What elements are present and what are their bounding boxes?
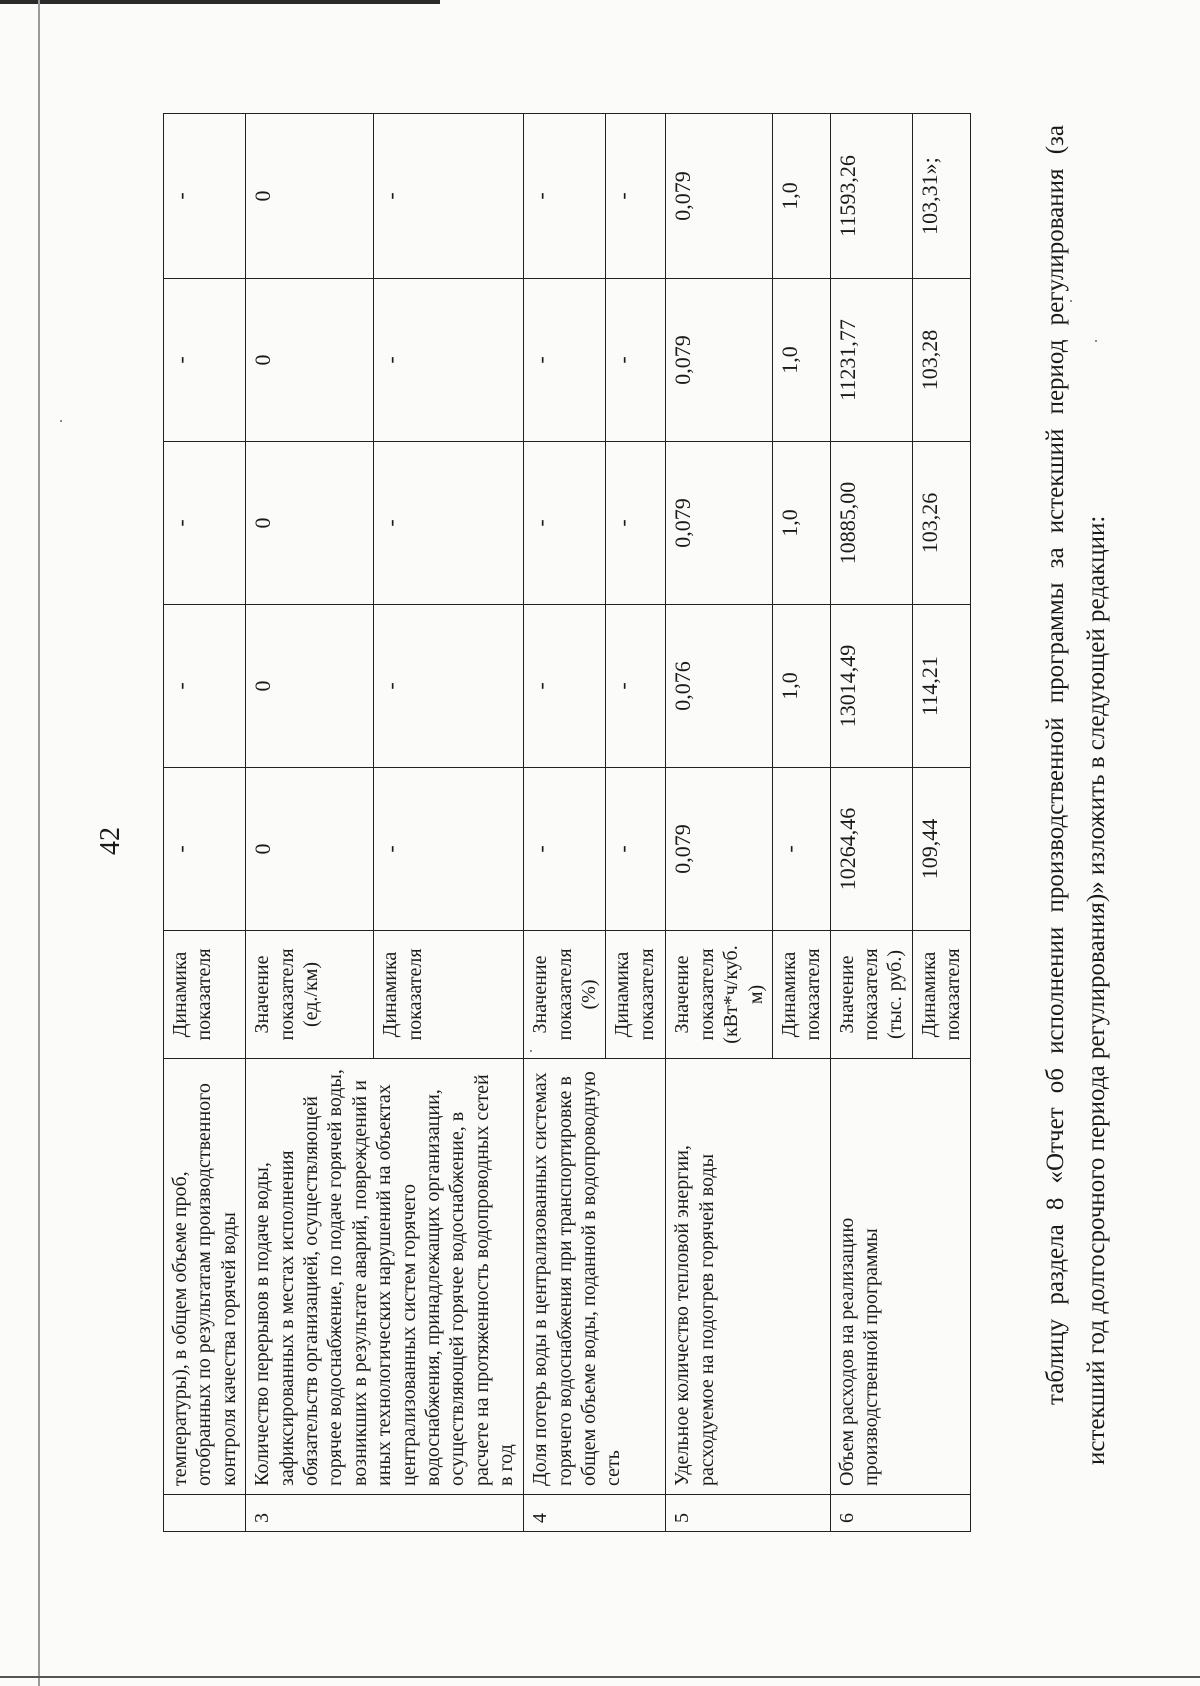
value-cell: - (374, 605, 524, 768)
value-cell: 1,0 (772, 114, 830, 279)
row-number: 6 (830, 1495, 970, 1532)
value-cell: 0 (246, 442, 374, 605)
value-cell: 0 (246, 768, 374, 931)
scan-edge (0, 0, 440, 4)
indicator-type: Динамика показателя (606, 931, 666, 1059)
value-cell: 114,21 (912, 605, 970, 768)
value-cell: 0 (246, 605, 374, 768)
value-cell: - (374, 114, 524, 279)
indicator-type: Значение показателя (%) (524, 931, 606, 1059)
row-number: 5 (666, 1495, 830, 1532)
value-cell: - (164, 442, 246, 605)
value-cell: 0,076 (666, 605, 773, 768)
value-cell: - (164, 768, 246, 931)
value-cell: - (606, 768, 666, 931)
row-number: 4 (524, 1495, 666, 1532)
value-cell: 11593,26 (830, 114, 912, 279)
value-cell: - (524, 279, 606, 442)
value-cell: - (164, 605, 246, 768)
value-cell: 0,079 (666, 442, 773, 605)
table-row (666, 114, 773, 1532)
scan-edge (0, 1676, 1200, 1678)
value-cell: 0 (246, 279, 374, 442)
value-cell: 1,0 (772, 605, 830, 768)
indicator-name: Доля потерь воды в централизованных системах горячего водоснабжения при транспортировке в общем объеме воды, поданной в водопроводную сеть (524, 1059, 666, 1495)
value-cell: 10264,46 (830, 768, 912, 931)
value-cell: 1,0 (772, 279, 830, 442)
value-cell: - (164, 114, 246, 279)
value-cell: - (606, 442, 666, 605)
value-cell: - (524, 768, 606, 931)
value-cell: - (374, 442, 524, 605)
row-number (164, 1495, 246, 1532)
table-row (524, 114, 606, 1532)
closing-paragraph: таблицу раздела 8 «Отчет об исполнении производственной программы за истекший период регулирования (за истекший год долгосрочного периода регулирования)» изложить в следующей редакции: (1042, 125, 1111, 1465)
rotated-page (70, 100, 1150, 1600)
value-cell: 11231,77 (830, 279, 912, 442)
indicator-type: Значение показателя (тыс. руб.) (830, 931, 912, 1059)
value-cell: - (606, 279, 666, 442)
indicator-type: Значение показателя (кВт*ч/куб. м) (666, 931, 773, 1059)
table-row (164, 114, 246, 1532)
indicator-type: Динамика показателя (164, 931, 246, 1059)
indicator-type: Значение показателя (ед./км) (246, 931, 374, 1059)
indicator-name: Объем расходов на реализацию производственной программы (830, 1059, 970, 1495)
indicator-name: Удельное количество тепловой энергии, расходуемое на подогрев горячей воды (666, 1059, 830, 1495)
value-cell: 103,31»; (912, 114, 970, 279)
indicators-table (163, 113, 971, 1532)
scan-edge (38, 0, 40, 1686)
value-cell: 0,079 (666, 768, 773, 931)
value-cell: - (374, 279, 524, 442)
value-cell: - (524, 114, 606, 279)
indicator-name: Количество перерывов в подаче воды, зафиксированных в местах исполнения обязательств организацией, осуществляющей горячее водоснабжение, по подаче горячей воды, возникших в результате аварий, повреждений и иных технологических нарушений на объектах централизованных систем горячего водоснабжения, принадлежащих организации, осуществляющей горячее водоснабжение, в расчете на протяженность водопроводных сетей в год (246, 1059, 524, 1495)
value-cell: - (524, 442, 606, 605)
value-cell: - (374, 768, 524, 931)
value-cell: 10885,00 (830, 442, 912, 605)
row-number: 3 (246, 1495, 524, 1532)
value-cell: 109,44 (912, 768, 970, 931)
value-cell: 0,079 (666, 279, 773, 442)
indicator-type: Динамика показателя (912, 931, 970, 1059)
value-cell: - (524, 605, 606, 768)
value-cell: 0,079 (666, 114, 773, 279)
value-cell: - (606, 605, 666, 768)
value-cell: 103,26 (912, 442, 970, 605)
table-row (830, 114, 912, 1532)
indicator-type: Динамика показателя (772, 931, 830, 1059)
value-cell: 0 (246, 114, 374, 279)
value-cell: 103,28 (912, 279, 970, 442)
table-row (246, 114, 374, 1532)
value-cell: - (606, 114, 666, 279)
indicator-name: температуры), в общем объеме проб, отобранных по результатам производственного контроля качества горячей воды (164, 1059, 246, 1495)
value-cell: - (164, 279, 246, 442)
scan-speck (60, 420, 62, 422)
value-cell: - (772, 768, 830, 931)
value-cell: 1,0 (772, 442, 830, 605)
indicator-type: Динамика показателя (374, 931, 524, 1059)
page-number: 42 (95, 827, 126, 855)
value-cell: 13014,49 (830, 605, 912, 768)
